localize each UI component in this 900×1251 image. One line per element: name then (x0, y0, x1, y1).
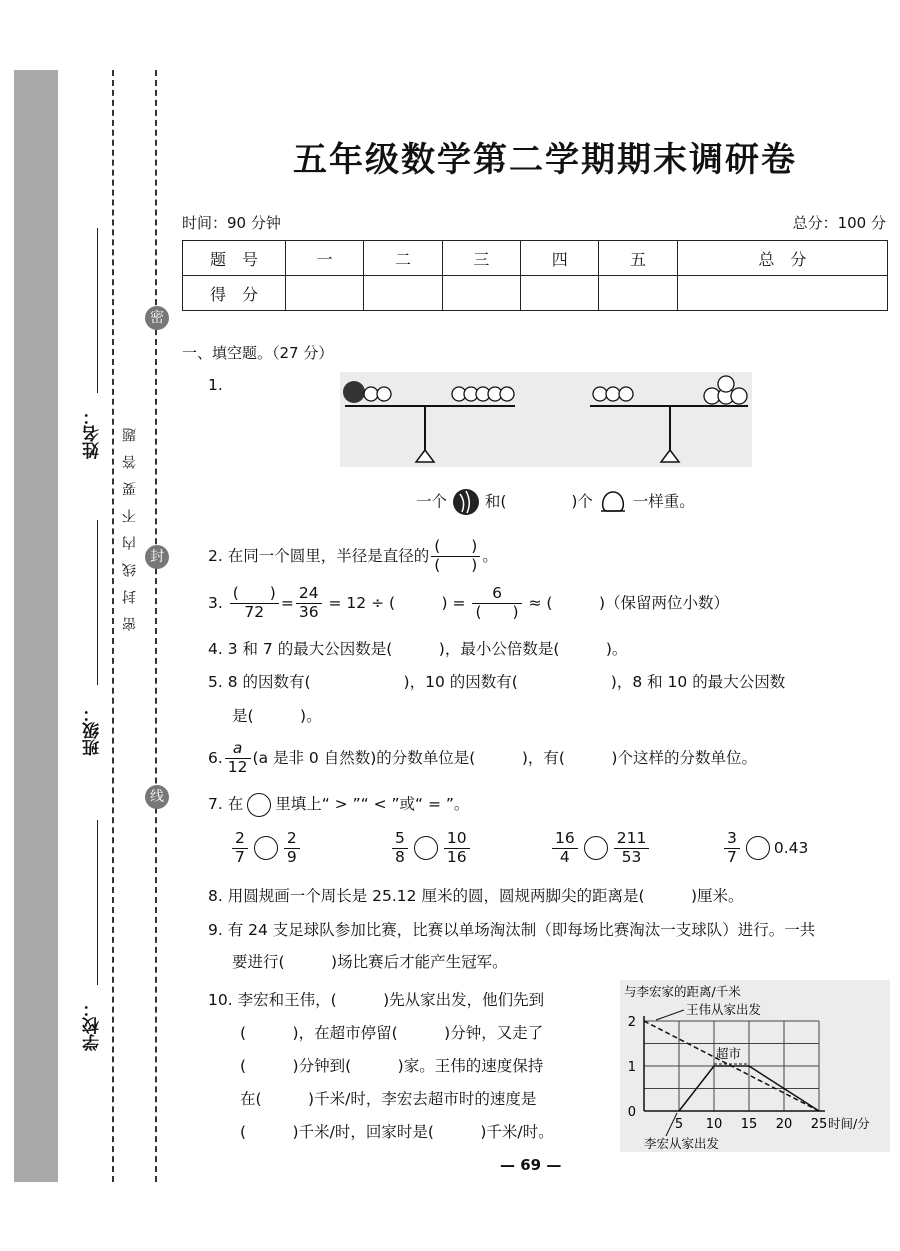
q7-den: 7 (235, 847, 245, 866)
x-tick: 15 (740, 1117, 758, 1132)
q2-denominator-blank[interactable]: ( ) (434, 555, 478, 574)
q7-frac (232, 830, 248, 867)
q7-frac (392, 830, 408, 867)
seal-xian: 线 (145, 785, 169, 809)
graph-ylabel: 与李宏家的距离/千米 (624, 984, 741, 999)
q6-denominator: 12 (227, 757, 248, 776)
q7 (208, 792, 469, 817)
apples-right-icon (593, 387, 633, 401)
q7-den: 8 (395, 847, 405, 866)
q7-item (550, 830, 651, 867)
class-blank (97, 520, 98, 685)
graph-xlabel: 时间/分 (828, 1116, 870, 1131)
q7-frac (552, 830, 578, 867)
header-cell: 题 号 (183, 241, 286, 276)
q9-line-1: 9. 有 24 支足球队参加比赛，比赛以单场淘汰制（即每场比赛淘汰一支球队）进行。一共 (208, 921, 816, 939)
q3-numerator-3: 6 (472, 585, 521, 604)
class-label: 班级： (83, 705, 103, 756)
score-label-cell: 得 分 (183, 276, 286, 311)
q1-text-d: 一样重。 (632, 492, 695, 511)
header-cell: 四 (521, 241, 599, 276)
q5-line-2: 是( )。 (232, 707, 322, 725)
header-cell: 三 (442, 241, 520, 276)
exam-time: 时间：90 分钟 (182, 214, 281, 232)
seal-mi: 密 (145, 306, 169, 330)
q7-den: 53 (621, 847, 642, 866)
q6-fraction (225, 740, 251, 777)
y-tick: 1 (627, 1060, 636, 1075)
section-title: 一、填空题。（27 分） (182, 344, 334, 362)
score-cell[interactable] (364, 276, 442, 311)
watermelon-icon (343, 381, 365, 403)
q4: 4. 3 和 7 的最大公因数是( )，最小公倍数是( )。 (208, 640, 628, 658)
q1-answer-line (416, 488, 695, 516)
q10-line-4: 在( )千米/时，李宏去超市时的速度是 (240, 1090, 537, 1108)
q7-text-a: 7. 在 (208, 795, 244, 813)
circle-icon (247, 793, 271, 817)
page-number: — 69 — (500, 1156, 562, 1174)
q7-num: 3 (724, 830, 740, 849)
q1-text-c: )个 (571, 492, 593, 511)
x-tick: 5 (674, 1117, 684, 1132)
x-tick: 20 (775, 1117, 793, 1132)
binding-band (14, 70, 58, 1182)
q7-text-b: 里填上“ > ”“ < ”或“ = ”。 (275, 795, 470, 813)
q7-item (722, 830, 808, 867)
q3-blank-numerator[interactable]: ( ) (230, 585, 279, 604)
compare-circle[interactable] (254, 836, 278, 860)
dashed-line-left (112, 70, 114, 1182)
q2-fraction (431, 538, 480, 575)
q3-frac-1 (230, 585, 279, 622)
compare-circle[interactable] (584, 836, 608, 860)
distance-time-graph (620, 980, 890, 1152)
q7-den: 16 (446, 847, 467, 866)
y-tick: 0 (627, 1105, 636, 1120)
school-label: 学校： (83, 1000, 103, 1051)
exam-total: 总分：100 分 (792, 214, 886, 232)
q8: 8. 用圆规画一个周长是 25.12 厘米的圆，圆规两脚尖的距离是( )厘米。 (208, 887, 744, 905)
q7-num: 2 (232, 830, 248, 849)
x-tick: 10 (705, 1117, 723, 1132)
q3-text-h: ≈ ( )（保留两位小数） (528, 593, 730, 612)
header-cell: 五 (599, 241, 677, 276)
q7-den: 9 (286, 847, 297, 866)
peach-icon (598, 489, 628, 515)
score-cell[interactable] (442, 276, 520, 311)
q5-line-1: 5. 8 的因数有( )，10 的因数有( )，8 和 10 的最大公因数 (208, 673, 786, 691)
q7-frac (614, 830, 650, 867)
q7-num: 2 (284, 830, 300, 849)
score-cell[interactable] (521, 276, 599, 311)
name-blank (97, 228, 98, 393)
q10-line-1: 10. 李宏和王伟，( )先从家出发，他们先到 (208, 991, 545, 1009)
seal-notice: 密封线内不要答题 (122, 415, 138, 631)
q1-text-b: 和( (484, 492, 507, 511)
q6-text: (a 是非 0 自然数)的分数单位是( )，有( )个这样的分数单位。 (252, 748, 757, 767)
q3-frac-3 (472, 585, 521, 622)
q3: 3. $\frac{( )}{72}$ = $\frac{24}{36}$ = 12 ÷ ( ) = $\frac{6}{( )}$ ≈ ( )（保留两位小数） (208, 584, 730, 621)
y-tick: 2 (627, 1015, 636, 1030)
annotation-market: 超市 (716, 1046, 742, 1061)
q7-item (230, 830, 302, 867)
q6-numerator: a (225, 740, 251, 759)
q7-value: 0.43 (773, 838, 809, 857)
annotation-wangwei: 王伟从家出发 (686, 1002, 762, 1017)
q3-blank-denominator[interactable]: ( ) (475, 602, 519, 621)
q1-text-a: 一个 (416, 492, 448, 511)
q7-den: 4 (559, 847, 570, 866)
q7-num: 211 (614, 830, 650, 849)
q9-line-2: 要进行( )场比赛后才能产生冠军。 (232, 953, 508, 971)
q7-frac (724, 830, 740, 867)
q7-num: 10 (444, 830, 470, 849)
q3-number: 3. (208, 593, 223, 612)
q6-number: 6. (208, 748, 223, 767)
x-tick: 25 (810, 1117, 828, 1132)
seal-feng: 封 (145, 545, 169, 569)
q1-number: 1. (208, 376, 223, 394)
header-cell: 一 (286, 241, 364, 276)
compare-circle[interactable] (746, 836, 770, 860)
q2-numerator-blank[interactable]: ( ) (431, 538, 480, 557)
score-cell[interactable] (599, 276, 677, 311)
name-label: 姓名： (83, 408, 103, 459)
q3-numerator: 24 (296, 585, 322, 604)
q7-num: 16 (552, 830, 578, 849)
q10-line-3: ( )分钟到( )家。王伟的速度保持 (240, 1057, 544, 1075)
dashed-line-right (155, 70, 157, 1182)
q7-den: 7 (727, 847, 737, 866)
school-blank (97, 820, 98, 985)
balance-scales-figure (340, 372, 752, 467)
q6 (208, 740, 757, 777)
q10-line-2: ( )，在超市停留( )分钟，又走了 (240, 1024, 544, 1042)
q2: 2. 在同一个圆里，半径是直径的 $\frac{( )}{( )}$ 。 (208, 537, 498, 574)
q7-frac (444, 830, 470, 867)
compare-circle[interactable] (414, 836, 438, 860)
annotation-lihong: 李宏从家出发 (644, 1136, 720, 1151)
score-cell[interactable] (286, 276, 364, 311)
header-cell: 总 分 (677, 241, 887, 276)
q7-item (390, 830, 472, 867)
q3-text-e: = 12 ÷ ( ) = (328, 593, 466, 612)
q3-frac-2 (296, 585, 322, 622)
score-table-header-row (183, 241, 888, 276)
score-cell[interactable] (677, 276, 887, 311)
score-table-score-row (183, 276, 888, 311)
page-title: 五年级数学第二学期期末调研卷 (293, 140, 797, 180)
q2-text: 2. 在同一个圆里，半径是直径的 (208, 546, 430, 565)
q7-num: 5 (392, 830, 408, 849)
score-table (182, 240, 888, 311)
q3-denominator-2: 36 (298, 602, 319, 621)
watermelon-icon (452, 488, 480, 516)
q7-frac (284, 830, 300, 867)
q3-denominator: 72 (244, 602, 265, 621)
q10-line-5: ( )千米/时，回家时是( )千米/时。 (240, 1123, 554, 1141)
header-cell: 二 (364, 241, 442, 276)
